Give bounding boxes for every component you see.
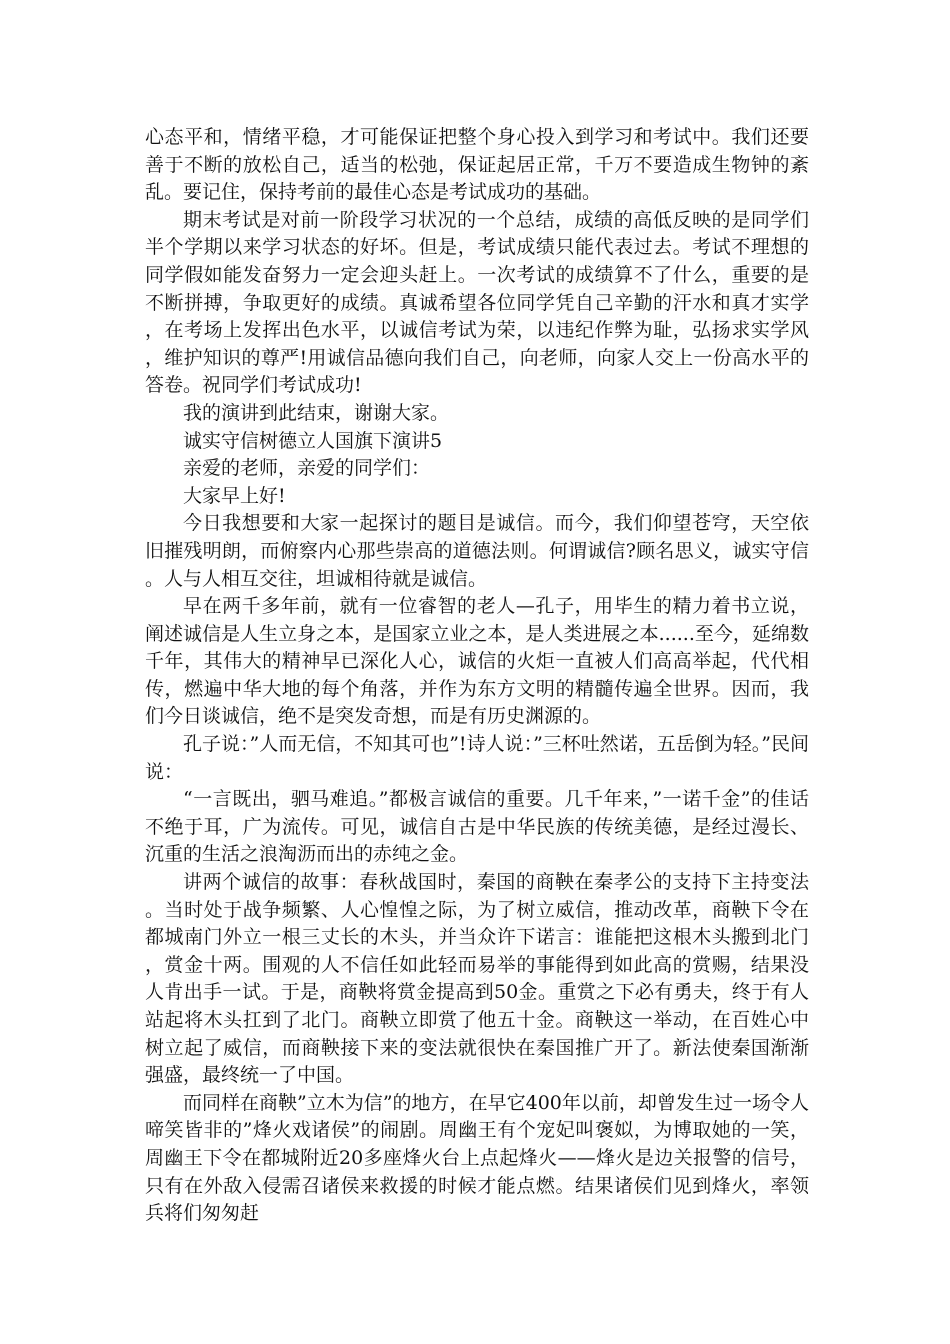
greeting: 大家早上好! — [183, 484, 286, 507]
paragraph-3: 我的演讲到此结束，谢谢大家。 — [183, 401, 450, 424]
paragraph-10: “一言既出，驷马难追。”都极言诚信的重要。几千年来，”一诺千金”的佳话不绝于耳，广为流传。可见，诚信自古是中华民族的传统美德，是经过漫长、沉重的生活之浪淘沥而出的赤纯之金。 — [145, 788, 809, 866]
paragraph-8: 早在两千多年前，就有一位睿智的老人—孔子，用毕生的精力着书立说，阐述诚信是人生立身之本，是国家立业之本，是人类进展之本......至今，延绵数千年，其伟大的精神早已深化人心，诚信的火炬一直被人们高高举起，代代相传，燃遍中华大地的每个角落，并作为东方文明的精髓传遍全世界。因而，我们今日谈诚信，绝不是突发奇想，而是有历史渊源的。 — [145, 595, 809, 728]
paragraph-7: 今日我想要和大家一起探讨的题目是诚信。而今，我们仰望苍穹，天空依旧摧残明朗，而俯察内心那些崇高的道德法则。何谓诚信?顾名思义，诚实守信。人与人相互交往，坦诚相待就是诚信。 — [145, 512, 809, 590]
document-page — [145, 124, 809, 1228]
paragraph-12: 而同样在商鞅”立木为信”的地方，在早它400年以前，却曾发生过一场令人啼笑皆非的”烽火戏诸侯”的闹剧。周幽王有个宠妃叫褒姒，为博取她的一笑，周幽王下令在都城附近20多座烽火台上点起烽火——烽火是边关报警的信号，只有在外敌入侵需召诸侯来救援的时候才能点燃。结果诸侯们见到烽火，率领兵将们匆匆赶 — [145, 1091, 809, 1225]
speech-title: 诚实守信树德立人国旗下演讲5 — [183, 429, 443, 452]
paragraph-2: 期末考试是对前一阶段学习状况的一个总结，成绩的高低反映的是同学们半个学期以来学习状态的好坏。但是，考试成绩只能代表过去。考试不理想的同学假如能发奋努力一定会迎头赶上。一次考试的成绩算不了什么，重要的是不断拼搏，争取更好的成绩。真诚希望各位同学凭自己辛勤的汗水和真才实学，在考场上发挥出色水平，以诚信考试为荣，以违纪作弊为耻，弘扬求实学风，维护知识的尊严!用诚信品德向我们自己，向老师，向家人交上一份高水平的答卷。祝同学们考试成功! — [145, 208, 809, 397]
salutation: 亲爱的老师，亲爱的同学们： — [183, 457, 431, 480]
paragraph-9: 孔子说：”人而无信，不知其可也”!诗人说：”三杯吐然诺，五岳倒为轻。”民间说： — [145, 733, 809, 783]
paragraph-11: 讲两个诚信的故事：春秋战国时，秦国的商鞅在秦孝公的支持下主持变法。当时处于战争频繁、人心惶惶之际，为了树立威信，推动改革，商鞅下令在都城南门外立一根三丈长的木头，并当众许下诺言：谁能把这根木头搬到北门，赏金十两。围观的人不信任如此轻而易举的事能得到如此高的赏赐，结果没人肯出手一试。于是，商鞅将赏金提高到50金。重赏之下必有勇夫，终于有人站起将木头扛到了北门。商鞅立即赏了他五十金。商鞅这一举动，在百姓心中树立起了威信，而商鞅接下来的变法就很快在秦国推广开了。新法使秦国渐渐强盛，最终统一了中国。 — [145, 871, 809, 1087]
paragraph-1: 心态平和，情绪平稳，才可能保证把整个身心投入到学习和考试中。我们还要善于不断的放松自己，适当的松弛，保证起居正常，千万不要造成生物钟的紊乱。要记住，保持考前的最佳心态是考试成功的基础。 — [145, 126, 809, 204]
